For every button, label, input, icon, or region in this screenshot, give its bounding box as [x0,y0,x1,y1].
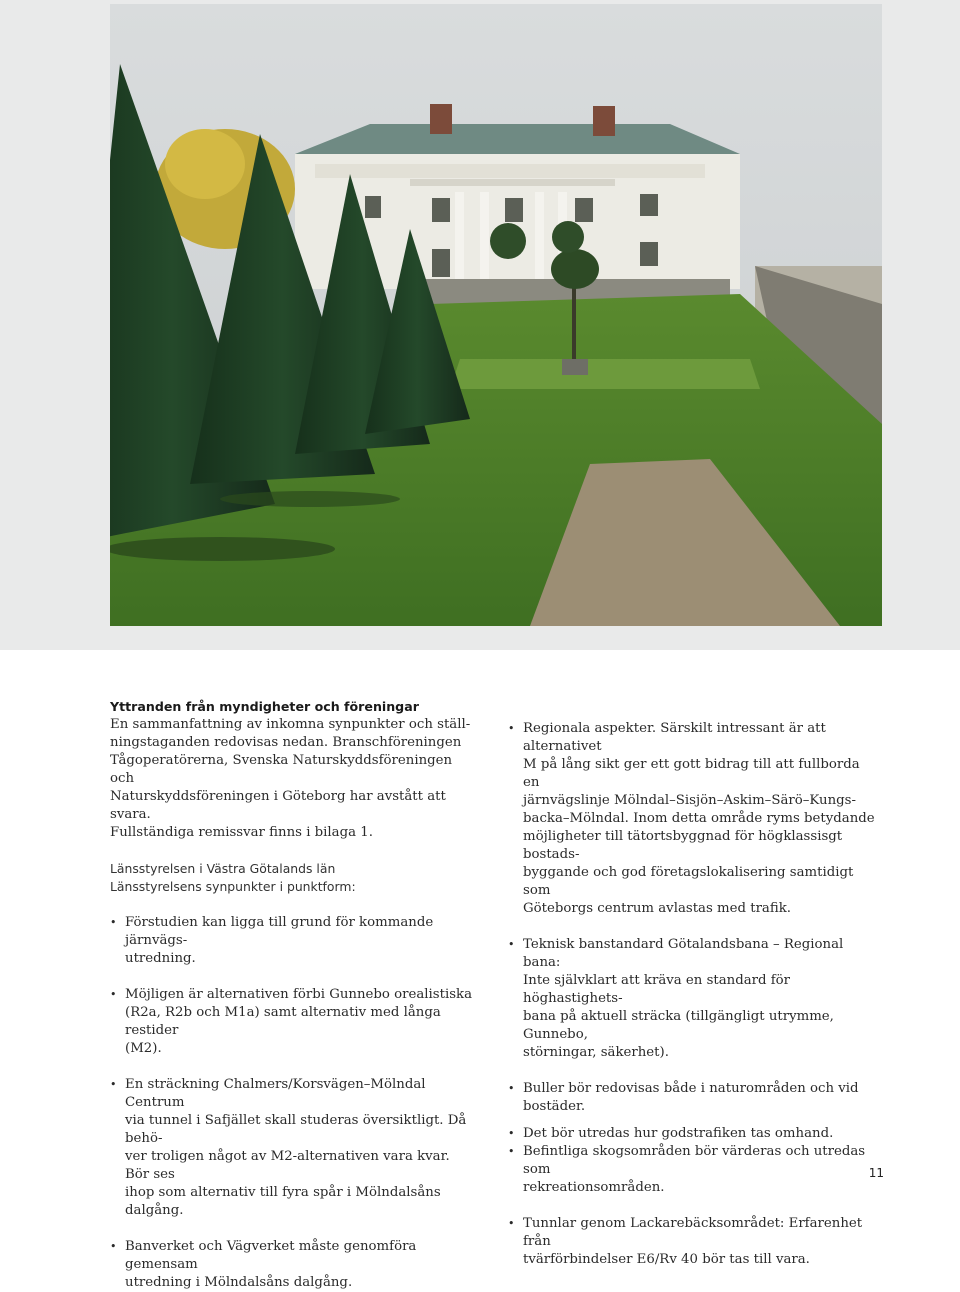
list-item: • Buller bör redovisas både i naturområden och vid bostäder. [508,1080,880,1116]
list-item: • Banverket och Vägverket måste genomföra gemensam utredning i Mölndalsåns dalgång. [110,1238,478,1292]
list-item: • Möjligen är alternativen förbi Gunnebo orealistiska (R2a, R2b och M1a) samt alternativ med långa restider (M2). [110,986,478,1058]
authority-name: Länsstyrelsen i Västra Götalands län [110,861,336,876]
left-bullet-list [110,914,478,1292]
list-item: • Teknisk banstandard Götalandsbana – Regional bana: Inte självklart att kräva en standard för höghastighets- bana på aktuell sträcka (tillgängligt utrymme, Gunnebo, störningar, säkerhet). [508,936,880,1062]
left-column [110,694,478,1292]
authority-subheading: Länsstyrelsens synpunkter i punktform: [110,879,356,894]
list-item: • Tunnlar genom Lackarebäcksområdet: Erfarenhet från tvärförbindelser E6/Rv 40 bör tas till vara. [508,1215,880,1269]
list-item: • Det bör utredas hur godstrafiken tas omhand. [508,1125,880,1143]
page-number: 11 [868,1166,884,1180]
list-item: • En sträckning Chalmers/Korsvägen–Mölndal Centrum via tunnel i Safjället skall studeras översiktligt. Då behö- ver troligen något av M2-alternativen vara kvar. Bör ses ihop som alternativ till fyra spår i Mölndalsåns dalgång. [110,1076,478,1220]
list-item: • Förstudien kan ligga till grund för kommande järnvägs- utredning. [110,914,478,968]
list-item: • Befintliga skogsområden bör värderas och utredas som rekreationsområden. [508,1143,880,1197]
right-column [508,720,880,1269]
intro-paragraph: En sammanfattning av inkomna synpunkter och ställ- ningstaganden redovisas nedan. Branschföreningen Tågoperatörerna, Svenska Naturskyddsföreningen och Naturskyddsföreningen i Göteborg har avstått att svara. Fullständiga remissvar finns i bilaga 1. [110,717,471,840]
right-bullet-list [508,720,880,1269]
section-heading: Yttranden från myndigheter och föreningar [110,699,419,714]
estate-photo [110,4,882,626]
list-item: • Regionala aspekter. Särskilt intressant är att alternativet M på lång sikt ger ett gott bidrag till att fullborda en järnvägslinje Mölndal–Sisjön–Askim–Särö–Kungs- backa–Mölndal. Inom detta område ryms betydande möjligheter till tätortsbyggnad för högklassisgt bostads- byggande och god företagslokalisering samtidigt som Göteborgs centrum avlastas med trafik. [508,720,880,918]
